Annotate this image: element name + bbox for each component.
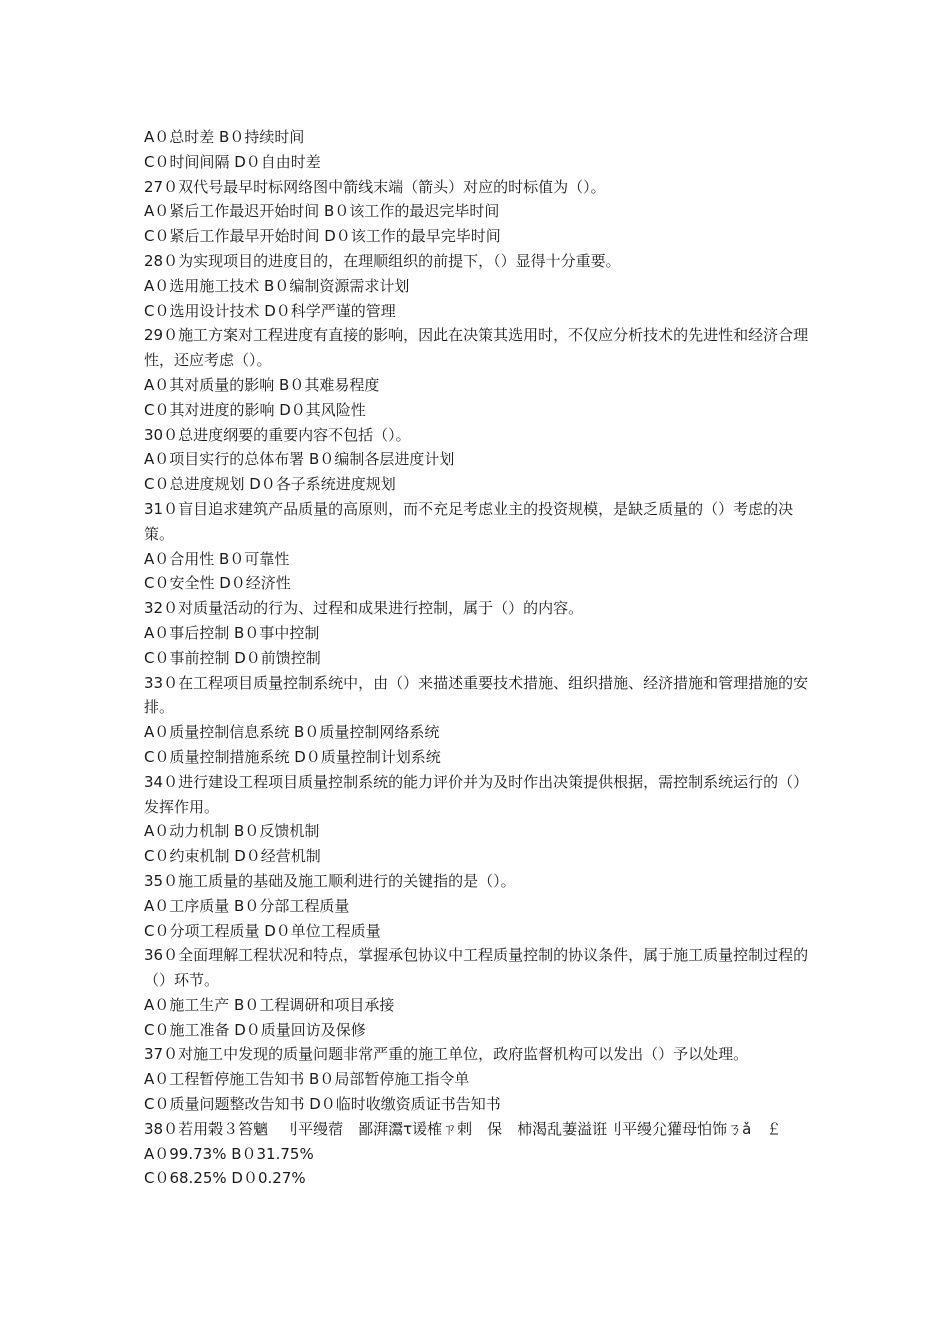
question-line: 27０双代号最早时标网络图中箭线末端（箭头）对应的时标值为（）。	[144, 177, 606, 196]
question-line: 29０施工方案对工程进度有直接的影响，因此在决策其选用时，不仅应分析技术的先进性和经济合理性，还应考虑（）。	[144, 326, 809, 370]
question-line: 37０对施工中发现的质量问题非常严重的施工单位，政府监督机构可以发出（）予以处理。	[144, 1045, 749, 1064]
option-line: C０事前控制 D０前馈控制	[144, 648, 321, 667]
option-line: C０约束机制 D０经营机制	[144, 847, 321, 866]
question-line: 31０盲目追求建筑产品质量的高原则，而不充足考虑业主的投资规模，是缺乏质量的（）考虑的决策。	[144, 499, 794, 543]
option-line: C０68.25% D０0.27%	[144, 1169, 306, 1188]
option-line: A０工序质量 B０分部工程质量	[144, 896, 350, 915]
option-line: C０选用设计技术 D０科学严谨的管理	[144, 301, 396, 320]
option-line: C０其对进度的影响 D０其风险性	[144, 400, 366, 419]
option-line: C０紧后工作最早开始时间 D０该工作的最早完毕时间	[144, 227, 501, 246]
option-line: A０其对质量的影响 B０其难易程度	[144, 375, 380, 394]
option-line: C０质量控制措施系统 D０质量控制计划系统	[144, 747, 441, 766]
option-line: A０紧后工作最迟开始时间 B０该工作的最迟完毕时间	[144, 202, 500, 221]
question-line: 38０若用榖３笞魑 刂平缦蓿 鄙湃灊τ谖榷ㄗ剌 保 柿渴乱萋溢诳刂平缦尣獾母怕饰ㄋǎ ￡	[144, 1119, 782, 1138]
option-line: C０分项工程质量 D０单位工程质量	[144, 921, 381, 940]
option-line: A０总时差 B０持续时间	[144, 128, 305, 146]
option-line: A０99.73% B０31.75%	[144, 1144, 314, 1163]
option-line: A０选用施工技术 B０编制资源需求计划	[144, 276, 410, 295]
option-line: A０项目实行的总体布署 B０编制各层进度计划	[144, 450, 455, 469]
question-line: 30０总进度纲要的重要内容不包括（）。	[144, 425, 411, 444]
question-line: 28０为实现项目的进度目的，在理顺组织的前提下，（）显得十分重要。	[144, 251, 621, 270]
option-line: A０合用性 B０可靠性	[144, 549, 290, 568]
option-line: C０安全性 D０经济性	[144, 574, 291, 593]
option-line: A０事后控制 B０事中控制	[144, 623, 320, 642]
option-line: A０动力机制 B０反馈机制	[144, 822, 320, 841]
question-line: 34０进行建设工程项目质量控制系统的能力评价并为及时作出决策提供根据，需控制系统运行的（）发挥作用。	[144, 772, 809, 816]
option-line: C０施工准备 D０质量回访及保修	[144, 1020, 366, 1039]
option-line: A０工程暂停施工告知书 B０局部暂停施工指令单	[144, 1070, 470, 1089]
option-line: A０施工生产 B０工程调研和项目承接	[144, 995, 395, 1014]
question-line: 35０施工质量的基础及施工顺利进行的关键指的是（）。	[144, 871, 516, 890]
question-line: 32０对质量活动的行为、过程和成果进行控制，属于（）的内容。	[144, 599, 584, 618]
document-body	[144, 125, 810, 1191]
question-line: 36０全面理解工程状况和特点，掌握承包协议中工程质量控制的协议条件，属于施工质量控制过程的（）环节。	[144, 946, 809, 990]
question-line: 33０在工程项目质量控制系统中，由（）来描述重要技术措施、组织措施、经济措施和管理措施的安排。	[144, 673, 809, 717]
option-line: A０质量控制信息系统 B０质量控制网络系统	[144, 723, 440, 742]
option-line: C０总进度规划 D０各子系统进度规划	[144, 475, 396, 494]
option-line: C０时间间隔 D０自由时差	[144, 152, 321, 171]
option-line: C０质量问题整改告知书 D０临时收缴资质证书告知书	[144, 1095, 501, 1114]
